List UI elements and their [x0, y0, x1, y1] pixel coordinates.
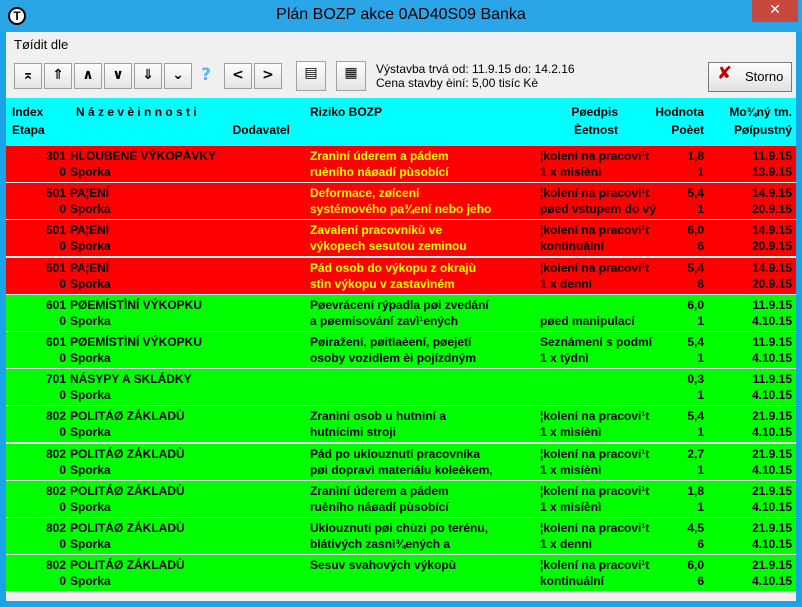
row-index: 701 [45, 372, 66, 387]
row-dodavatel: Sporka [70, 351, 111, 365]
row-hodnota: 6,0 [687, 223, 704, 238]
first-record-button[interactable]: ⌅ [14, 63, 42, 89]
storno-button[interactable] [708, 62, 792, 92]
row-index: 501 [45, 223, 66, 238]
row-pocet: 1 [697, 462, 704, 477]
fast-up-button[interactable]: ⇑ [44, 63, 72, 89]
row-predpis: ¦kolení na pracovi¹t [540, 446, 650, 461]
row-hodnota: 1,8 [687, 483, 704, 498]
row-nazev: PØEMÍSTÌNÍ VÝKOPKU [70, 335, 203, 349]
row-predpis: ¦kolení na pracovi¹t [540, 558, 650, 573]
table-header [6, 98, 796, 146]
row-hodnota: 0,3 [687, 372, 704, 387]
table-row[interactable] [6, 518, 796, 554]
row-etapa: 0 [59, 239, 66, 254]
table-row[interactable] [6, 295, 796, 331]
fast-down-button[interactable]: ⇓ [134, 63, 162, 89]
row-index: 501 [45, 186, 66, 201]
table-row[interactable] [6, 481, 796, 517]
menu-bar [6, 32, 796, 56]
row-hodnota: 5,4 [687, 409, 704, 424]
row-etapa: 0 [59, 313, 66, 328]
row-index: 802 [45, 558, 66, 573]
row-risk-cont: ruèního náøadí pùsobící [310, 499, 449, 514]
row-etapa: 0 [59, 499, 66, 514]
row-risk-cont: ruèního náøadí pùsobící [310, 165, 449, 179]
row-etapa: 0 [59, 388, 66, 403]
app-logo-icon: T [8, 7, 26, 25]
row-predpis: ¦kolení na pracovi¹t [540, 409, 650, 424]
row-date-pripustny: 4.10.15 [751, 388, 792, 403]
row-date-pripustny: 4.10.15 [751, 313, 792, 328]
row-date-mozny: 11.9.15 [752, 372, 792, 387]
row-risk: Pøevrácení rýpadla pøi zvedání [310, 297, 489, 312]
last-record-button[interactable]: ⌄ [164, 63, 192, 89]
table-row[interactable] [6, 258, 796, 294]
row-nazev: POLITÁØ ZÁKLADÙ [70, 521, 185, 535]
row-date-mozny: 14.9.15 [751, 186, 792, 201]
row-predpis: ¦kolení na pracovi¹t [540, 483, 650, 498]
toolbar [6, 58, 796, 96]
window-title: Plán BOZP akce 0AD40S09 Banka [276, 6, 526, 23]
row-etapa: 0 [59, 202, 66, 217]
row-nazev: PA¦ENÍ [70, 223, 110, 238]
row-cetnost: kontinuální [540, 239, 604, 254]
row-pocet: 1 [697, 425, 704, 440]
row-dodavatel: Sporka [70, 165, 111, 179]
row-index: 802 [45, 483, 66, 498]
row-dodavatel: Sporka [70, 425, 111, 440]
row-date-mozny: 21.9.15 [751, 521, 792, 535]
help-icon[interactable]: ? [201, 65, 211, 85]
row-cetnost: 1 x mìsíènì [540, 499, 602, 514]
header-cetnost: Èetnost [573, 123, 618, 137]
row-hodnota: 1,8 [687, 149, 704, 163]
row-nazev: HLOUBENÉ VÝKOPÁVKY [70, 149, 217, 163]
duration-text: Výstavba trvá od: 11.9.15 do: 14.2.16 [376, 62, 575, 76]
row-risk-cont: blátivých zasnì¾ených a [310, 537, 451, 551]
table-row[interactable] [6, 406, 796, 442]
row-date-mozny: 21.9.15 [751, 446, 792, 461]
row-risk: Pøiražení, pøitlaèení, pøejetí [310, 335, 472, 349]
header-dodavatel: Dodavatel [232, 123, 290, 137]
row-dodavatel: Sporka [70, 388, 111, 403]
row-hodnota: 5,4 [687, 260, 704, 275]
row-hodnota: 4,5 [687, 521, 704, 535]
row-dodavatel: Sporka [70, 462, 111, 477]
row-nazev: POLITÁØ ZÁKLADÙ [70, 558, 185, 573]
row-risk: Zranìní úderem a pádem [310, 149, 449, 163]
close-button[interactable]: ✕ [752, 0, 798, 22]
row-dodavatel: Sporka [70, 239, 111, 254]
row-etapa: 0 [59, 425, 66, 440]
row-date-pripustny: 20.9.15 [751, 239, 792, 254]
table-row[interactable] [6, 555, 796, 591]
row-pocet: 1 [697, 202, 704, 217]
table-row[interactable] [6, 220, 796, 256]
row-etapa: 0 [59, 276, 66, 291]
row-date-pripustny: 4.10.15 [751, 351, 792, 365]
row-risk-cont: stìn výkopu v zastavìném [310, 276, 455, 291]
row-risk: Sesuv svahových výkopù [310, 558, 457, 573]
main-window [6, 32, 796, 601]
title-bar[interactable] [0, 0, 802, 32]
row-etapa: 0 [59, 351, 66, 365]
header-etapa: Etapa [12, 123, 45, 137]
row-etapa: 0 [59, 574, 66, 589]
row-hodnota: 5,4 [687, 335, 704, 349]
row-index: 601 [45, 335, 66, 349]
row-index: 802 [45, 446, 66, 461]
row-date-mozny: 21.9.15 [751, 483, 792, 498]
row-dodavatel: Sporka [70, 574, 111, 589]
row-pocet: 6 [697, 574, 704, 589]
row-date-mozny: 14.9.15 [751, 260, 792, 275]
row-risk: Pád po uklouznutí pracovníka [310, 446, 481, 461]
row-predpis: ¦kolení na pracovi¹t [540, 223, 650, 238]
row-date-pripustny: 20.9.15 [751, 276, 792, 291]
row-date-pripustny: 20.9.15 [751, 202, 792, 217]
row-date-pripustny: 13.9.15 [751, 165, 792, 179]
row-risk-cont: systémového pa¾ení nebo jeho [310, 202, 492, 217]
row-risk: Zavalení pracovníkù ve [310, 223, 443, 238]
row-risk-cont: osoby vozidlem èi pojízdným [310, 351, 477, 365]
header-hodnota: Hodnota [655, 105, 704, 119]
row-risk-cont: hutnícími stroji [310, 425, 397, 440]
prev-button[interactable]: < [224, 63, 252, 89]
row-risk: Deformace, zøícení [310, 186, 420, 201]
calendar-icon[interactable]: ▦ [336, 61, 366, 91]
row-risk-cont: a pøemisování zavì¹ených [310, 313, 459, 328]
header-pripustny: Pøípustný [733, 123, 792, 137]
row-pocet: 1 [697, 351, 704, 365]
row-predpis: ¦kolení na pracovi¹t [540, 186, 650, 201]
row-risk-cont: pøi dopravì materiálu koleèkem, [310, 462, 493, 477]
row-nazev: PA¦ENÍ [70, 260, 110, 275]
row-cetnost: 1 x týdnì [540, 351, 589, 365]
header-nazev: N á z e v è i n n o s t i [76, 105, 197, 119]
row-index: 501 [45, 260, 66, 275]
up-button[interactable]: ∧ [74, 63, 102, 89]
row-dodavatel: Sporka [70, 537, 111, 551]
calculator-icon[interactable]: ▤ [296, 61, 326, 91]
row-date-pripustny: 4.10.15 [751, 537, 792, 551]
row-index: 802 [45, 521, 66, 535]
row-dodavatel: Sporka [70, 499, 111, 514]
row-dodavatel: Sporka [70, 276, 111, 291]
row-date-mozny: 11.9.15 [752, 335, 792, 349]
table-row[interactable] [6, 444, 796, 480]
next-button[interactable]: > [254, 63, 282, 89]
row-hodnota: 6,0 [687, 297, 704, 312]
row-date-pripustny: 4.10.15 [751, 425, 792, 440]
row-risk: Zranìní úderem a pádem [310, 483, 449, 498]
row-cetnost: pøed vstupem do vý [540, 202, 657, 217]
row-hodnota: 5,4 [687, 186, 704, 201]
row-predpis: Seznámení s podmí [540, 335, 653, 349]
header-predpis: Pøedpis [571, 105, 618, 119]
row-cetnost: 1 x mìsíènì [540, 425, 602, 440]
row-risk: Uklouznutí pøi chùzi po terénu, [310, 521, 488, 535]
row-nazev: POLITÁØ ZÁKLADÙ [70, 446, 185, 461]
table-row[interactable] [6, 183, 796, 219]
row-nazev: POLITÁØ ZÁKLADÙ [70, 483, 185, 498]
row-predpis: ¦kolení na pracovi¹t [540, 521, 650, 535]
row-cetnost: kontinuální [540, 574, 604, 589]
row-risk-cont: výkopech sesutou zeminou [310, 239, 467, 254]
row-hodnota: 2,7 [687, 446, 704, 461]
row-etapa: 0 [59, 165, 66, 179]
row-predpis: ¦kolení na pracovi¹t [540, 260, 650, 275]
header-riziko: Riziko BOZP [310, 105, 383, 119]
down-button[interactable]: ∨ [104, 63, 132, 89]
row-date-mozny: 11.9.15 [752, 297, 792, 312]
row-pocet: 1 [697, 313, 704, 328]
row-date-mozny: 21.9.15 [751, 409, 792, 424]
menu-sort[interactable]: Tøídit dle [14, 37, 69, 52]
row-cetnost: pøed manipulací [540, 313, 635, 328]
row-pocet: 1 [697, 165, 704, 179]
row-risk: Zranìní osob u hutnìní a [310, 409, 446, 424]
construction-info [376, 62, 575, 90]
row-date-pripustny: 4.10.15 [751, 499, 792, 514]
price-text: Cena stavby èiní: 5,00 tisíc Kè [376, 76, 539, 90]
bozp-plan-table[interactable] [6, 98, 796, 601]
row-etapa: 0 [59, 537, 66, 551]
row-index: 802 [45, 409, 66, 424]
row-nazev: NÁSYPY A SKLÁDKY [70, 372, 192, 387]
row-date-pripustny: 4.10.15 [751, 462, 792, 477]
row-pocet: 1 [697, 499, 704, 514]
table-row[interactable] [6, 369, 796, 405]
row-pocet: 6 [697, 239, 704, 254]
row-dodavatel: Sporka [70, 313, 111, 328]
row-cetnost: 1 x mìsíènì [540, 462, 602, 477]
row-nazev: POLITÁØ ZÁKLADÙ [70, 409, 185, 424]
row-index: 601 [45, 297, 66, 312]
row-pocet: 6 [697, 276, 704, 291]
row-etapa: 0 [59, 462, 66, 477]
header-mozny: Mo¾ný tm. [729, 105, 792, 119]
row-hodnota: 6,0 [687, 558, 704, 573]
row-cetnost: 1 x dennì [540, 276, 593, 291]
header-index: Index [12, 105, 44, 119]
storno-label: Storno [745, 69, 784, 84]
cancel-icon: ✘ [717, 63, 733, 84]
row-pocet: 6 [697, 537, 704, 551]
row-index: 301 [45, 149, 66, 163]
row-dodavatel: Sporka [70, 202, 111, 217]
row-date-pripustny: 4.10.15 [751, 574, 792, 589]
row-predpis: ¦kolení na pracovi¹t [540, 149, 650, 163]
row-pocet: 1 [697, 388, 704, 403]
row-nazev: PØEMÍSTÌNÍ VÝKOPKU [70, 297, 203, 312]
row-cetnost: 1 x mìsíènì [540, 165, 602, 179]
row-date-mozny: 14.9.15 [751, 223, 792, 238]
row-cetnost: 1 x dennì [540, 537, 593, 551]
header-pocet: Poèet [671, 123, 704, 137]
row-date-mozny: 21.9.15 [751, 558, 792, 573]
table-row[interactable] [6, 146, 796, 182]
table-row[interactable] [6, 332, 796, 368]
row-risk: Pád osob do výkopu z okrajù [310, 260, 477, 275]
row-date-mozny: 11.9.15 [752, 149, 792, 163]
row-nazev: PA¦ENÍ [70, 186, 110, 201]
